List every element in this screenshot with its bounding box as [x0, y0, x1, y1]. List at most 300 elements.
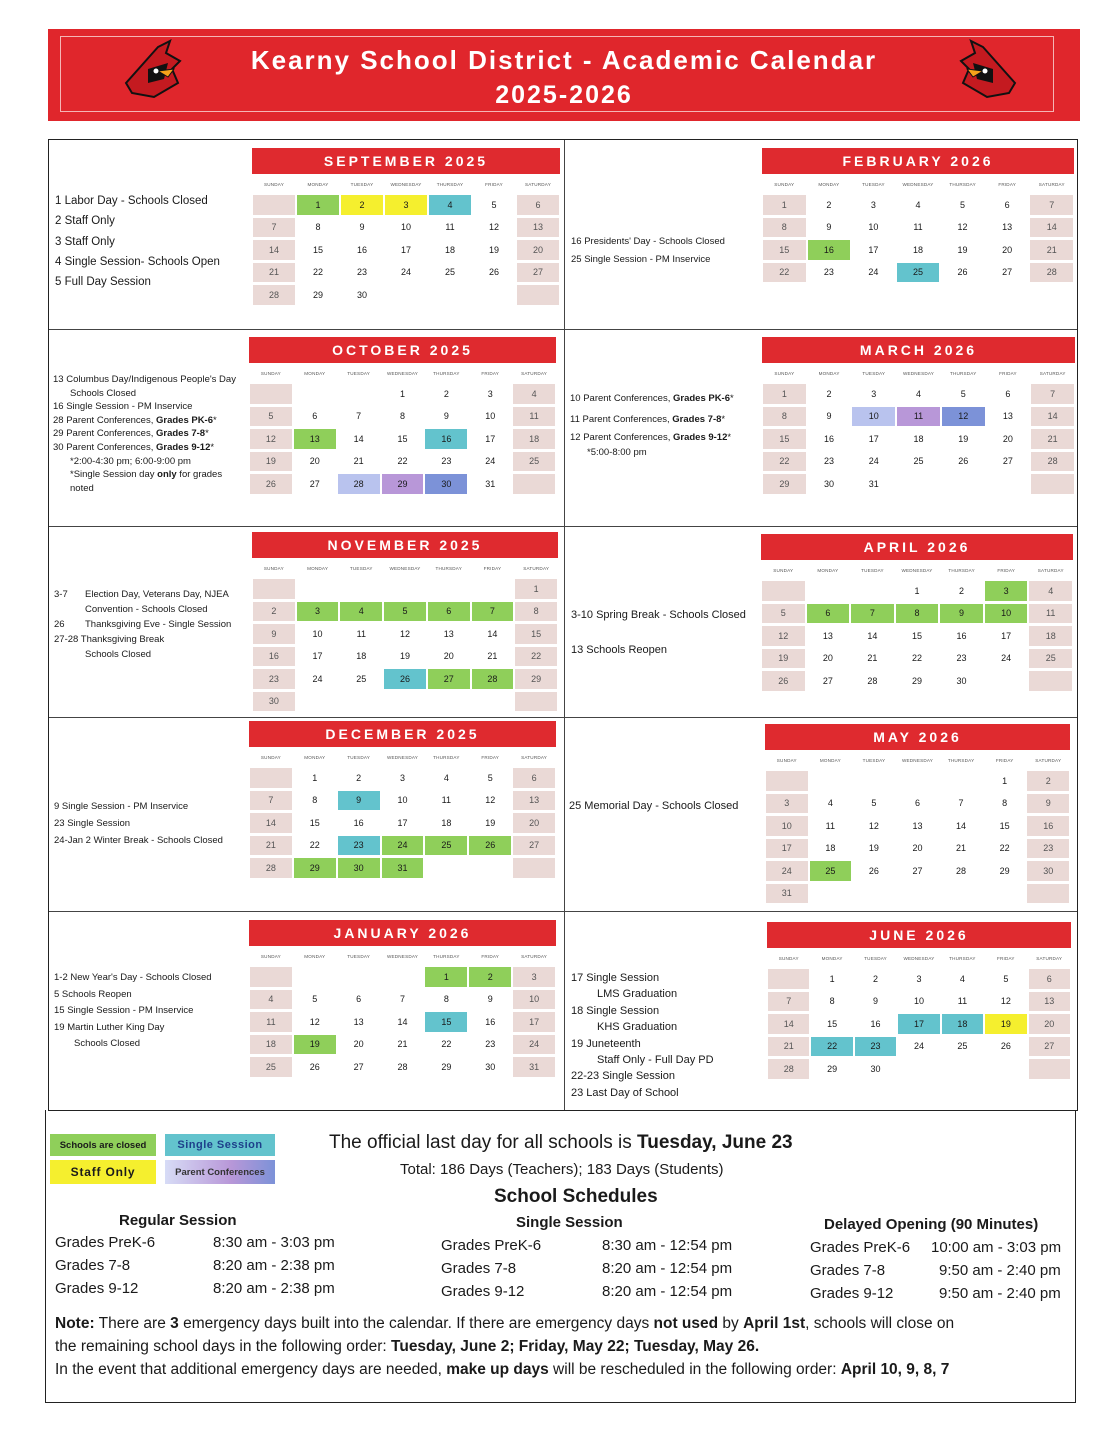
- event-line: 5 Schools Reopen: [54, 988, 132, 1000]
- day-cell: 22: [999, 843, 1010, 854]
- day-cell: 20: [822, 653, 833, 664]
- day-cell: 24: [485, 456, 496, 467]
- day-cell: 15: [763, 240, 806, 260]
- day-cell: [853, 771, 895, 791]
- day-cell: 13: [912, 820, 923, 831]
- day-cell: 26: [250, 474, 292, 494]
- day-cell: [469, 858, 511, 878]
- day-cell: 16: [956, 630, 967, 641]
- day-cell: 6: [312, 411, 318, 422]
- day-cell: 10: [513, 990, 555, 1010]
- weekday-label: THURSDAY: [433, 755, 460, 760]
- weekday-label: SATURDAY: [525, 182, 551, 187]
- day-cell: 21: [253, 263, 295, 283]
- day-cell: 26: [1000, 1041, 1011, 1052]
- day-cell: 8: [399, 411, 405, 422]
- day-cell: 20: [1029, 1014, 1070, 1034]
- day-cell: 2: [443, 388, 449, 399]
- day-cell: 3: [870, 199, 876, 210]
- day-cell: 31: [766, 884, 808, 904]
- day-cell: 4: [915, 199, 921, 210]
- day-cell: 31: [513, 1057, 555, 1077]
- weekday-label: SUNDAY: [774, 182, 795, 187]
- day-cell: 19: [488, 244, 499, 255]
- event-line: 11 Parent Conferences, Grades 7-8*: [570, 414, 726, 425]
- weekday-label: TUESDAY: [350, 182, 374, 187]
- day-cell: 9: [873, 996, 879, 1007]
- day-cell: 28: [867, 675, 878, 686]
- event-line: LMS Graduation: [597, 988, 678, 1001]
- day-cell: 13: [353, 1016, 364, 1027]
- day-cell: 1: [399, 388, 405, 399]
- day-cell: 19: [250, 452, 292, 472]
- day-cell: 8: [763, 407, 806, 427]
- day-cell: 28: [768, 1059, 809, 1079]
- day-cell: 3: [399, 772, 405, 783]
- event-line: 13 Columbus Day/Indigenous People's Day: [53, 374, 236, 385]
- day-cell: [984, 884, 1026, 904]
- weekday-label: TUESDAY: [861, 568, 884, 573]
- day-cell: 13: [443, 628, 454, 639]
- weekday-label: SUNDAY: [773, 568, 794, 573]
- day-cell: 9: [359, 222, 365, 233]
- day-cell: 11: [957, 996, 968, 1007]
- weekday-header: [765, 753, 1070, 769]
- day-cell: 18: [250, 1035, 292, 1055]
- day-cell: 11: [441, 795, 452, 806]
- day-cell: 29: [382, 474, 424, 494]
- day-cell: 30: [356, 289, 367, 300]
- day-cell: 16: [1027, 816, 1069, 836]
- events-november: [54, 587, 231, 662]
- day-cell: [1027, 884, 1069, 904]
- day-cell: 14: [487, 628, 498, 639]
- event-line: 10 Parent Conferences, Grades PK-6*: [570, 393, 734, 404]
- day-cell: 1: [297, 195, 339, 215]
- day-cell: 14: [867, 630, 878, 641]
- day-cell: 1: [829, 973, 835, 984]
- day-cell: [897, 771, 939, 791]
- day-cell: 20: [513, 813, 555, 833]
- event-line: 1 Labor Day - Schools Closed: [55, 195, 208, 207]
- day-cell: 15: [827, 1018, 838, 1029]
- month-title: DECEMBER 2025: [249, 721, 556, 747]
- day-cell: 27: [309, 478, 320, 489]
- day-cell: 13: [822, 630, 833, 641]
- day-cell: 22: [911, 653, 922, 664]
- weekday-label: SATURDAY: [1037, 568, 1064, 573]
- day-cell: 13: [513, 791, 555, 811]
- day-cell: 24: [913, 1041, 924, 1052]
- day-cell: 7: [958, 798, 964, 809]
- weekday-label: WEDNESDAY: [390, 182, 422, 187]
- day-cell: [1029, 1059, 1070, 1079]
- day-cell: 29: [999, 865, 1010, 876]
- day-cell: [472, 579, 514, 599]
- day-cell: 27: [353, 1061, 364, 1072]
- events-january: [54, 970, 212, 1053]
- day-cell: 17: [513, 1012, 555, 1032]
- day-cell: 10: [766, 816, 808, 836]
- event-line: 28 Parent Conferences, Grades PK-6*: [53, 414, 217, 426]
- day-cell: 17: [766, 839, 808, 859]
- day-cell: 24: [1001, 653, 1012, 664]
- day-cell: 24: [312, 673, 323, 684]
- event-line: KHS Graduation: [597, 1021, 678, 1034]
- day-cell: 10: [852, 407, 895, 427]
- day-cell: 22: [441, 1039, 452, 1050]
- delayed-opening-schedule: Delayed Opening (90 Minutes) Grades PreK-6 10:00 am - 3:03 pm Grades 7-8 9:50 am - 2:40 pm Grades 9-12 9:50 am - 2:40 pm: [810, 1214, 1075, 1305]
- day-cell: 20: [309, 456, 320, 467]
- weekday-label: SUNDAY: [263, 566, 284, 571]
- day-cell: 23: [855, 1037, 896, 1057]
- day-cell: 4: [513, 384, 555, 404]
- day-cell: 5: [871, 798, 877, 809]
- day-cell: 9: [338, 791, 380, 811]
- day-cell: 19: [958, 433, 969, 444]
- day-cell: [382, 967, 424, 987]
- month-title: SEPTEMBER 2025: [252, 148, 560, 174]
- event-line: 3 Staff Only: [55, 235, 115, 248]
- day-cell: 2: [1027, 771, 1069, 791]
- weekday-label: SATURDAY: [1036, 956, 1063, 961]
- weekday-header: [249, 949, 556, 965]
- day-cell: 25: [1029, 649, 1072, 669]
- day-cell: 18: [912, 244, 923, 255]
- day-cell: [985, 1059, 1026, 1079]
- event-line: 3-7 Election Day, Veterans Day, NJEA: [54, 589, 229, 600]
- day-cell: 17: [898, 1014, 939, 1034]
- day-cell: 10: [400, 222, 411, 233]
- day-cell: 1: [425, 967, 467, 987]
- day-cell: 21: [250, 836, 292, 856]
- day-cell: 7: [253, 218, 295, 238]
- day-cell: [338, 384, 380, 404]
- weekday-label: SUNDAY: [260, 954, 281, 959]
- weekday-label: WEDNESDAY: [386, 371, 419, 376]
- day-cell: 23: [956, 653, 967, 664]
- month-day-grid: [765, 771, 1070, 906]
- day-cell: 15: [312, 244, 323, 255]
- day-cell: 9: [826, 222, 832, 233]
- day-cell: 2: [356, 772, 362, 783]
- day-cell: 9: [253, 624, 295, 644]
- event-line: Convention - Schools Closed: [85, 604, 208, 615]
- day-cell: 7: [472, 602, 514, 622]
- weekday-header: [767, 951, 1071, 967]
- month-title: NOVEMBER 2025: [252, 532, 558, 558]
- day-cell: 9: [826, 411, 832, 422]
- day-cell: 17: [312, 651, 323, 662]
- event-line: Schools Closed: [85, 649, 152, 660]
- day-cell: 16: [485, 1016, 496, 1027]
- weekday-label: MONDAY: [818, 182, 840, 187]
- day-cell: 3: [487, 388, 493, 399]
- day-cell: 21: [1030, 240, 1073, 260]
- day-cell: 6: [914, 798, 920, 809]
- weekday-label: SATURDAY: [1039, 371, 1066, 376]
- day-cell: 27: [517, 263, 559, 283]
- day-cell: 20: [1002, 244, 1013, 255]
- day-cell: [472, 692, 514, 712]
- day-cell: [340, 692, 382, 712]
- day-cell: 10: [397, 795, 408, 806]
- day-cell: 29: [911, 675, 922, 686]
- day-cell: 2: [341, 195, 383, 215]
- month-title: MAY 2026: [765, 724, 1070, 750]
- day-cell: 9: [443, 411, 449, 422]
- day-cell: 18: [513, 429, 555, 449]
- day-cell: 12: [1000, 996, 1011, 1007]
- month-day-grid: [762, 195, 1074, 285]
- month-title: APRIL 2026: [761, 534, 1073, 560]
- day-cell: 6: [1004, 199, 1010, 210]
- day-cell: 20: [517, 240, 559, 260]
- day-cell: 30: [870, 1063, 881, 1074]
- events-may: [569, 800, 738, 814]
- day-cell: 1: [763, 384, 806, 404]
- day-cell: 19: [294, 1035, 336, 1055]
- weekday-label: MONDAY: [818, 371, 840, 376]
- day-cell: 9: [1027, 794, 1069, 814]
- day-cell: 16: [425, 429, 467, 449]
- legend-staff: Staff Only: [50, 1160, 156, 1184]
- day-cell: 28: [397, 1061, 408, 1072]
- day-cell: 15: [515, 624, 557, 644]
- day-cell: 4: [429, 195, 471, 215]
- day-cell: 10: [913, 996, 924, 1007]
- event-line: 4 Single Session- Schools Open: [55, 255, 220, 268]
- weekday-label: WEDNESDAY: [902, 371, 935, 376]
- day-cell: [810, 884, 852, 904]
- weekday-label: MONDAY: [304, 371, 326, 376]
- day-cell: [513, 474, 555, 494]
- day-cell: 16: [808, 240, 851, 260]
- day-cell: [897, 884, 939, 904]
- day-cell: 25: [513, 452, 555, 472]
- day-cell: 27: [1029, 1037, 1070, 1057]
- month-day-grid: [762, 384, 1075, 497]
- event-line: Staff Only - Full Day PD: [597, 1054, 714, 1067]
- day-cell: [473, 285, 515, 305]
- day-cell: 12: [868, 820, 879, 831]
- weekday-label: WEDNESDAY: [386, 954, 419, 959]
- day-cell: 8: [1002, 798, 1008, 809]
- events-april: [571, 598, 746, 668]
- day-cell: [515, 692, 557, 712]
- day-cell: [253, 579, 295, 599]
- regular-session-schedule: Regular Session Grades PreK-6 8:30 am - 3:03 pm Grades 7-8 8:20 am - 2:38 pm Grades 9-12 8:20 am - 2:38 pm: [55, 1210, 355, 1300]
- day-cell: 12: [488, 222, 499, 233]
- weekday-label: WEDNESDAY: [901, 568, 933, 573]
- weekday-label: FRIDAY: [995, 758, 1014, 763]
- day-cell: 10: [985, 604, 1028, 624]
- day-cell: 17: [1001, 630, 1012, 641]
- schedule-title: Regular Session: [119, 1212, 237, 1229]
- day-cell: 22: [309, 840, 320, 851]
- weekday-label: SATURDAY: [521, 755, 548, 760]
- weekday-header: [249, 366, 556, 382]
- day-cell: 14: [768, 1014, 809, 1034]
- day-cell: [810, 771, 852, 791]
- day-cell: 23: [338, 836, 380, 856]
- day-cell: 5: [250, 407, 292, 427]
- event-line: Schools Closed: [70, 387, 137, 399]
- day-cell: 11: [1029, 604, 1072, 624]
- day-cell: 8: [829, 996, 835, 1007]
- day-cell: [897, 474, 940, 494]
- day-cell: [425, 858, 467, 878]
- day-cell: 22: [811, 1037, 852, 1057]
- day-cell: 4: [1029, 581, 1072, 601]
- schedules-heading: School Schedules: [494, 1186, 658, 1207]
- day-cell: 6: [428, 602, 470, 622]
- day-cell: 15: [911, 630, 922, 641]
- day-cell: 11: [913, 222, 923, 233]
- day-cell: 13: [1002, 411, 1013, 422]
- weekday-label: WEDNESDAY: [386, 755, 419, 760]
- day-cell: 12: [399, 628, 410, 639]
- day-cell: 8: [312, 795, 318, 806]
- emergency-note: Note: There are 3 emergency days built into the calendar. If there are emergency days not used by April 1st, schools will close on the remaining school days in the following order: Tuesday, June 2; Friday, May 22; Tuesday, May 26. In the event that additional emergency days are needed, make up days will be rescheduled in the following order: April 10, 9, 8, 7: [55, 1315, 955, 1378]
- schedule-title: Single Session: [516, 1214, 623, 1231]
- day-cell: 16: [356, 244, 367, 255]
- day-cell: 25: [356, 673, 367, 684]
- day-cell: 28: [1031, 452, 1074, 472]
- weekday-label: SATURDAY: [1035, 758, 1062, 763]
- day-cell: 2: [959, 585, 965, 596]
- day-cell: 15: [425, 1012, 467, 1032]
- weekday-label: MONDAY: [304, 755, 326, 760]
- page-title: Kearny School District - Academic Calendar: [250, 45, 878, 75]
- day-cell: 16: [824, 433, 835, 444]
- day-cell: [513, 858, 555, 878]
- day-cell: 11: [825, 820, 836, 831]
- day-cell: 29: [441, 1061, 452, 1072]
- weekday-label: SUNDAY: [778, 956, 799, 961]
- day-cell: 6: [513, 768, 555, 788]
- day-cell: 11: [513, 407, 555, 427]
- day-cell: 6: [1005, 388, 1011, 399]
- events-september: [55, 191, 220, 292]
- weekday-label: THURSDAY: [436, 182, 464, 187]
- day-cell: 17: [868, 244, 879, 255]
- weekday-label: FRIDAY: [481, 954, 500, 959]
- weekday-label: MONDAY: [817, 568, 839, 573]
- day-cell: 2: [826, 388, 832, 399]
- day-cell: 14: [253, 240, 295, 260]
- day-cell: 6: [517, 195, 559, 215]
- day-cell: 21: [487, 651, 498, 662]
- day-cell: 4: [959, 973, 965, 984]
- day-cell: 5: [1003, 973, 1009, 984]
- weekday-label: TUESDAY: [864, 956, 887, 961]
- day-cell: [428, 579, 470, 599]
- day-cell: 1: [763, 195, 806, 215]
- day-cell: 22: [397, 456, 408, 467]
- day-cell: [851, 581, 894, 601]
- day-cell: 23: [356, 267, 367, 278]
- day-cell: 17: [400, 244, 411, 255]
- day-cell: 25: [897, 263, 940, 283]
- weekday-label: SATURDAY: [1038, 182, 1065, 187]
- single-session-schedule: Single Session Grades PreK-6 8:30 am - 12:54 pm Grades 7-8 8:20 am - 12:54 pm Grades 9-12 8:20 am - 12:54 pm: [441, 1212, 761, 1303]
- day-cell: 21: [397, 1039, 408, 1050]
- day-cell: 20: [1002, 433, 1013, 444]
- day-cell: 3: [871, 388, 877, 399]
- weekday-label: WEDNESDAY: [901, 758, 934, 763]
- total-days: Total: 186 Days (Teachers); 183 Days (Students): [400, 1161, 724, 1178]
- day-cell: [940, 884, 982, 904]
- day-cell: 1: [1002, 775, 1008, 786]
- day-cell: 15: [763, 429, 806, 449]
- events-december: [54, 798, 223, 849]
- day-cell: 23: [485, 1039, 496, 1050]
- event-line: 23 Single Session: [54, 818, 131, 829]
- day-cell: 11: [356, 628, 366, 639]
- day-cell: 7: [399, 994, 405, 1005]
- day-cell: [1029, 671, 1072, 691]
- day-cell: 14: [397, 1016, 408, 1027]
- day-cell: 1: [515, 579, 557, 599]
- day-cell: 10: [868, 222, 879, 233]
- event-line: 12 Parent Conferences, Grades 9-12*: [570, 432, 732, 443]
- month-day-grid: [249, 384, 556, 497]
- day-cell: 9: [487, 994, 493, 1005]
- day-cell: 26: [469, 836, 511, 856]
- day-cell: 16: [870, 1018, 881, 1029]
- page-year: 2025-2026: [495, 81, 633, 109]
- day-cell: 11: [250, 1012, 292, 1032]
- day-cell: 27: [1002, 456, 1013, 467]
- day-cell: [340, 579, 382, 599]
- weekday-label: TUESDAY: [349, 566, 373, 571]
- day-cell: 25: [957, 1041, 968, 1052]
- day-cell: [942, 1059, 983, 1079]
- weekday-label: THURSDAY: [949, 182, 976, 187]
- day-cell: 20: [443, 651, 454, 662]
- event-line: 25 Single Session - PM Inservice: [571, 254, 711, 265]
- weekday-label: WEDNESDAY: [903, 956, 935, 961]
- event-line: 5 Full Day Session: [55, 276, 151, 289]
- day-cell: 26: [488, 267, 499, 278]
- events-october: [53, 373, 236, 495]
- month-title: OCTOBER 2025: [249, 337, 556, 363]
- day-cell: 8: [896, 604, 939, 624]
- day-cell: 15: [309, 817, 320, 828]
- day-cell: 18: [444, 244, 455, 255]
- month-day-grid: [249, 768, 556, 881]
- day-cell: [942, 474, 985, 494]
- weekday-header: [249, 750, 556, 766]
- event-line: Schools Closed: [74, 1038, 141, 1049]
- day-cell: 8: [443, 994, 449, 1005]
- event-line: noted: [70, 482, 94, 494]
- day-cell: 21: [353, 456, 364, 467]
- month-title: JANUARY 2026: [249, 920, 556, 946]
- month-title: FEBRUARY 2026: [762, 148, 1074, 174]
- weekday-label: TUESDAY: [862, 182, 885, 187]
- day-cell: 12: [485, 795, 496, 806]
- day-cell: 17: [397, 817, 408, 828]
- day-cell: 24: [868, 267, 879, 278]
- day-cell: 4: [250, 990, 292, 1010]
- day-cell: [385, 285, 427, 305]
- event-line: 16 Presidents' Day - Schools Closed: [571, 236, 725, 247]
- day-cell: [384, 579, 426, 599]
- day-cell: [297, 692, 339, 712]
- event-line: 2 Staff Only: [55, 215, 115, 228]
